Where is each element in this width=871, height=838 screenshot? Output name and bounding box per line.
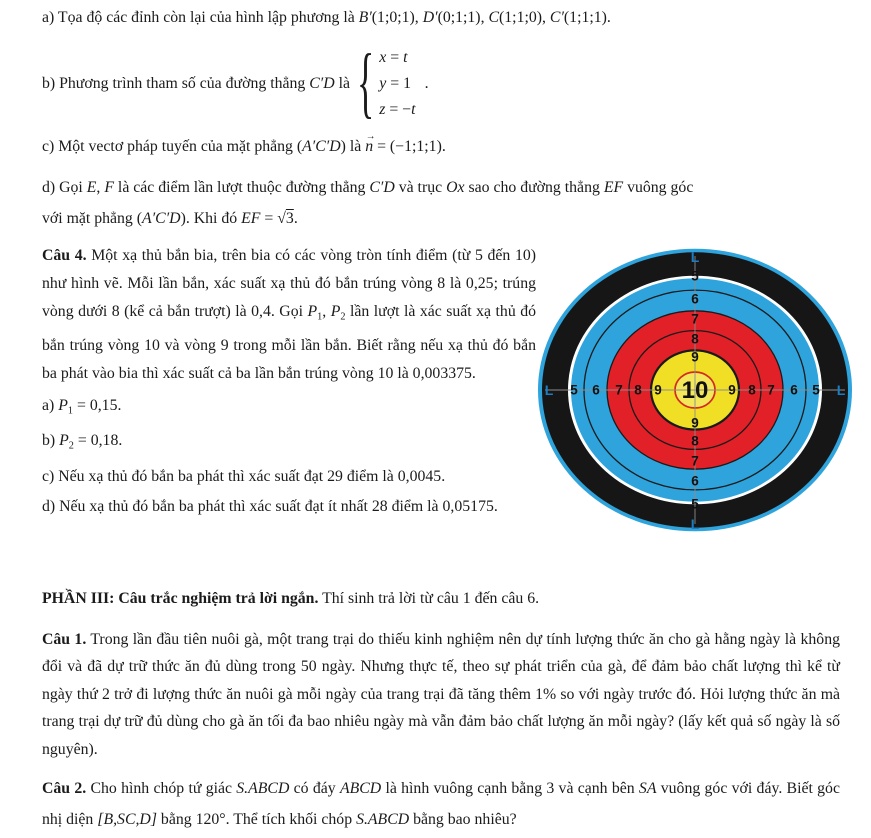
ring-label-5: 5 — [570, 382, 578, 398]
ring-label-9: 9 — [691, 415, 699, 431]
question-2-statement: Câu 2. Cho hình chóp tứ giác S.ABCD có đáy ABCD là hình vuông cạnh bằng 3 và cạnh bên SA vuông góc với đáy. Biết góc nhị diện [B,SC,D] bằng 120°. Thể tích khối chóp S.ABCD bằng bao nhiêu? — [42, 780, 840, 829]
ring-label-6: 6 — [691, 291, 699, 307]
q3-item-a: a) Tọa độ các đỉnh còn lại của hình lập phương là B′(1;0;1), D′(0;1;1), C(1;1;0), C′(1;1;1). — [42, 9, 611, 26]
system-equation-x: x = t — [379, 49, 408, 66]
question-4-statement: Câu 4. Một xạ thủ bắn bia, trên bia có các vòng tròn tính điểm (từ 5 đến 10) như hình vẽ. Mỗi lần bắn, xác suất xạ thủ đó bắn trúng vòng 8 là 0,25; trúng vòng dưới 8 (kể cả bắn trượt) là 0,4. Gọi $P_1$, $P_2$ lần lượt là xác suất xạ thủ đó bắn trúng vòng 10 và vòng 9 trong mỗi lần bắn. Biết rằng nếu xạ thủ đó bắn ba phát vào bia thì xác suất cả ba lần bắn trúng vòng 10 là 0,003375. — [42, 247, 536, 382]
ring-label-6: 6 — [592, 382, 600, 398]
question-1-statement: Câu 1. Trong lần đầu tiên nuôi gà, một trang trại do thiếu kinh nghiệm nên dự tính lượng thức ăn cho gà hằng ngày là không đổi và đã dự trữ thức ăn đủ dùng trong 50 ngày. Nhưng thực tế, theo sự phát triển của gà, để đảm bảo chất lượng thì kể từ ngày thứ 2 trở đi lượng thức ăn nuôi gà mỗi ngày của trang trại đã tăng thêm 1% so với ngày trước đó. Hỏi lượng thức ăn mà trang trại dự trữ đủ dùng cho gà ăn tối đa bao nhiêu ngày mà vẫn đảm bảo chất lượng ăn mỗi ngày? (lấy kết quả số ngày là số nguyên). — [42, 630, 840, 758]
question-4-text-column — [42, 242, 536, 541]
ring-label-6: 6 — [790, 382, 798, 398]
archery-target-image — [536, 248, 856, 534]
part-3-heading: PHẦN III: Câu trắc nghiệm trả lời ngắn. Thí sinh trả lời từ câu 1 đến câu 6. — [42, 589, 540, 607]
q3-item-d-line1: d) Gọi E, F là các điểm lần lượt thuộc đường thẳng C′D và trục Ox sao cho đường thẳng EF vuông góc — [42, 179, 694, 196]
q3-item-b-text: b) Phương trình tham số của đường thẳng C′D là — [42, 74, 351, 92]
ring-label-5: 5 — [691, 268, 699, 284]
question-4-section — [42, 242, 856, 541]
edge-mark-L: L — [690, 516, 700, 532]
ring-label-7: 7 — [691, 453, 699, 469]
center-label-10: 10 — [681, 377, 709, 404]
q3-item-d — [42, 172, 856, 234]
q3-item-d-line2: với mặt phẳng (A′C′D). Khi đó EF = √3. — [42, 210, 298, 227]
system-brace: { — [357, 38, 375, 127]
edge-mark-L: L — [544, 382, 554, 398]
q4-item-d: d) Nếu xạ thủ đó bắn ba phát thì xác suất đạt ít nhất 28 điểm là 0,05175. — [42, 497, 498, 515]
q3-item-b — [42, 38, 856, 127]
q3-item-c: c) Một vectơ pháp tuyến của mặt phẳng (A′C′D) là → n = (−1;1;1). — [42, 137, 856, 158]
ring-label-6: 6 — [691, 473, 699, 489]
ring-label-7: 7 — [615, 382, 623, 398]
edge-mark-L: L — [690, 249, 700, 265]
system-equation-z: z = −t — [379, 101, 416, 118]
edge-mark-L: L — [836, 382, 846, 398]
ring-label-9: 9 — [654, 382, 662, 398]
q4-item-a: a) $P_1 = 0,15$. — [42, 396, 122, 417]
ring-label-8: 8 — [634, 382, 642, 398]
ring-label-5: 5 — [812, 382, 820, 398]
ring-label-5: 5 — [691, 496, 699, 512]
q3-item-b-period: . — [424, 74, 429, 92]
target-figure — [536, 248, 856, 541]
ring-label-7: 7 — [767, 382, 775, 398]
ring-label-9: 9 — [691, 349, 699, 365]
q4-item-b: b) $P_2 = 0,18$. — [42, 432, 123, 452]
system-equation-y: y = 1 — [379, 75, 412, 92]
q4-item-c: c) Nếu xạ thủ đó bắn ba phát thì xác suất đạt 29 điểm là 0,0045. — [42, 467, 446, 485]
ring-label-8: 8 — [748, 382, 756, 398]
ring-label-8: 8 — [691, 331, 699, 347]
parametric-equation-system — [379, 46, 415, 122]
ring-label-9: 9 — [728, 382, 736, 398]
ring-label-8: 8 — [691, 433, 699, 449]
ring-label-7: 7 — [691, 311, 699, 327]
